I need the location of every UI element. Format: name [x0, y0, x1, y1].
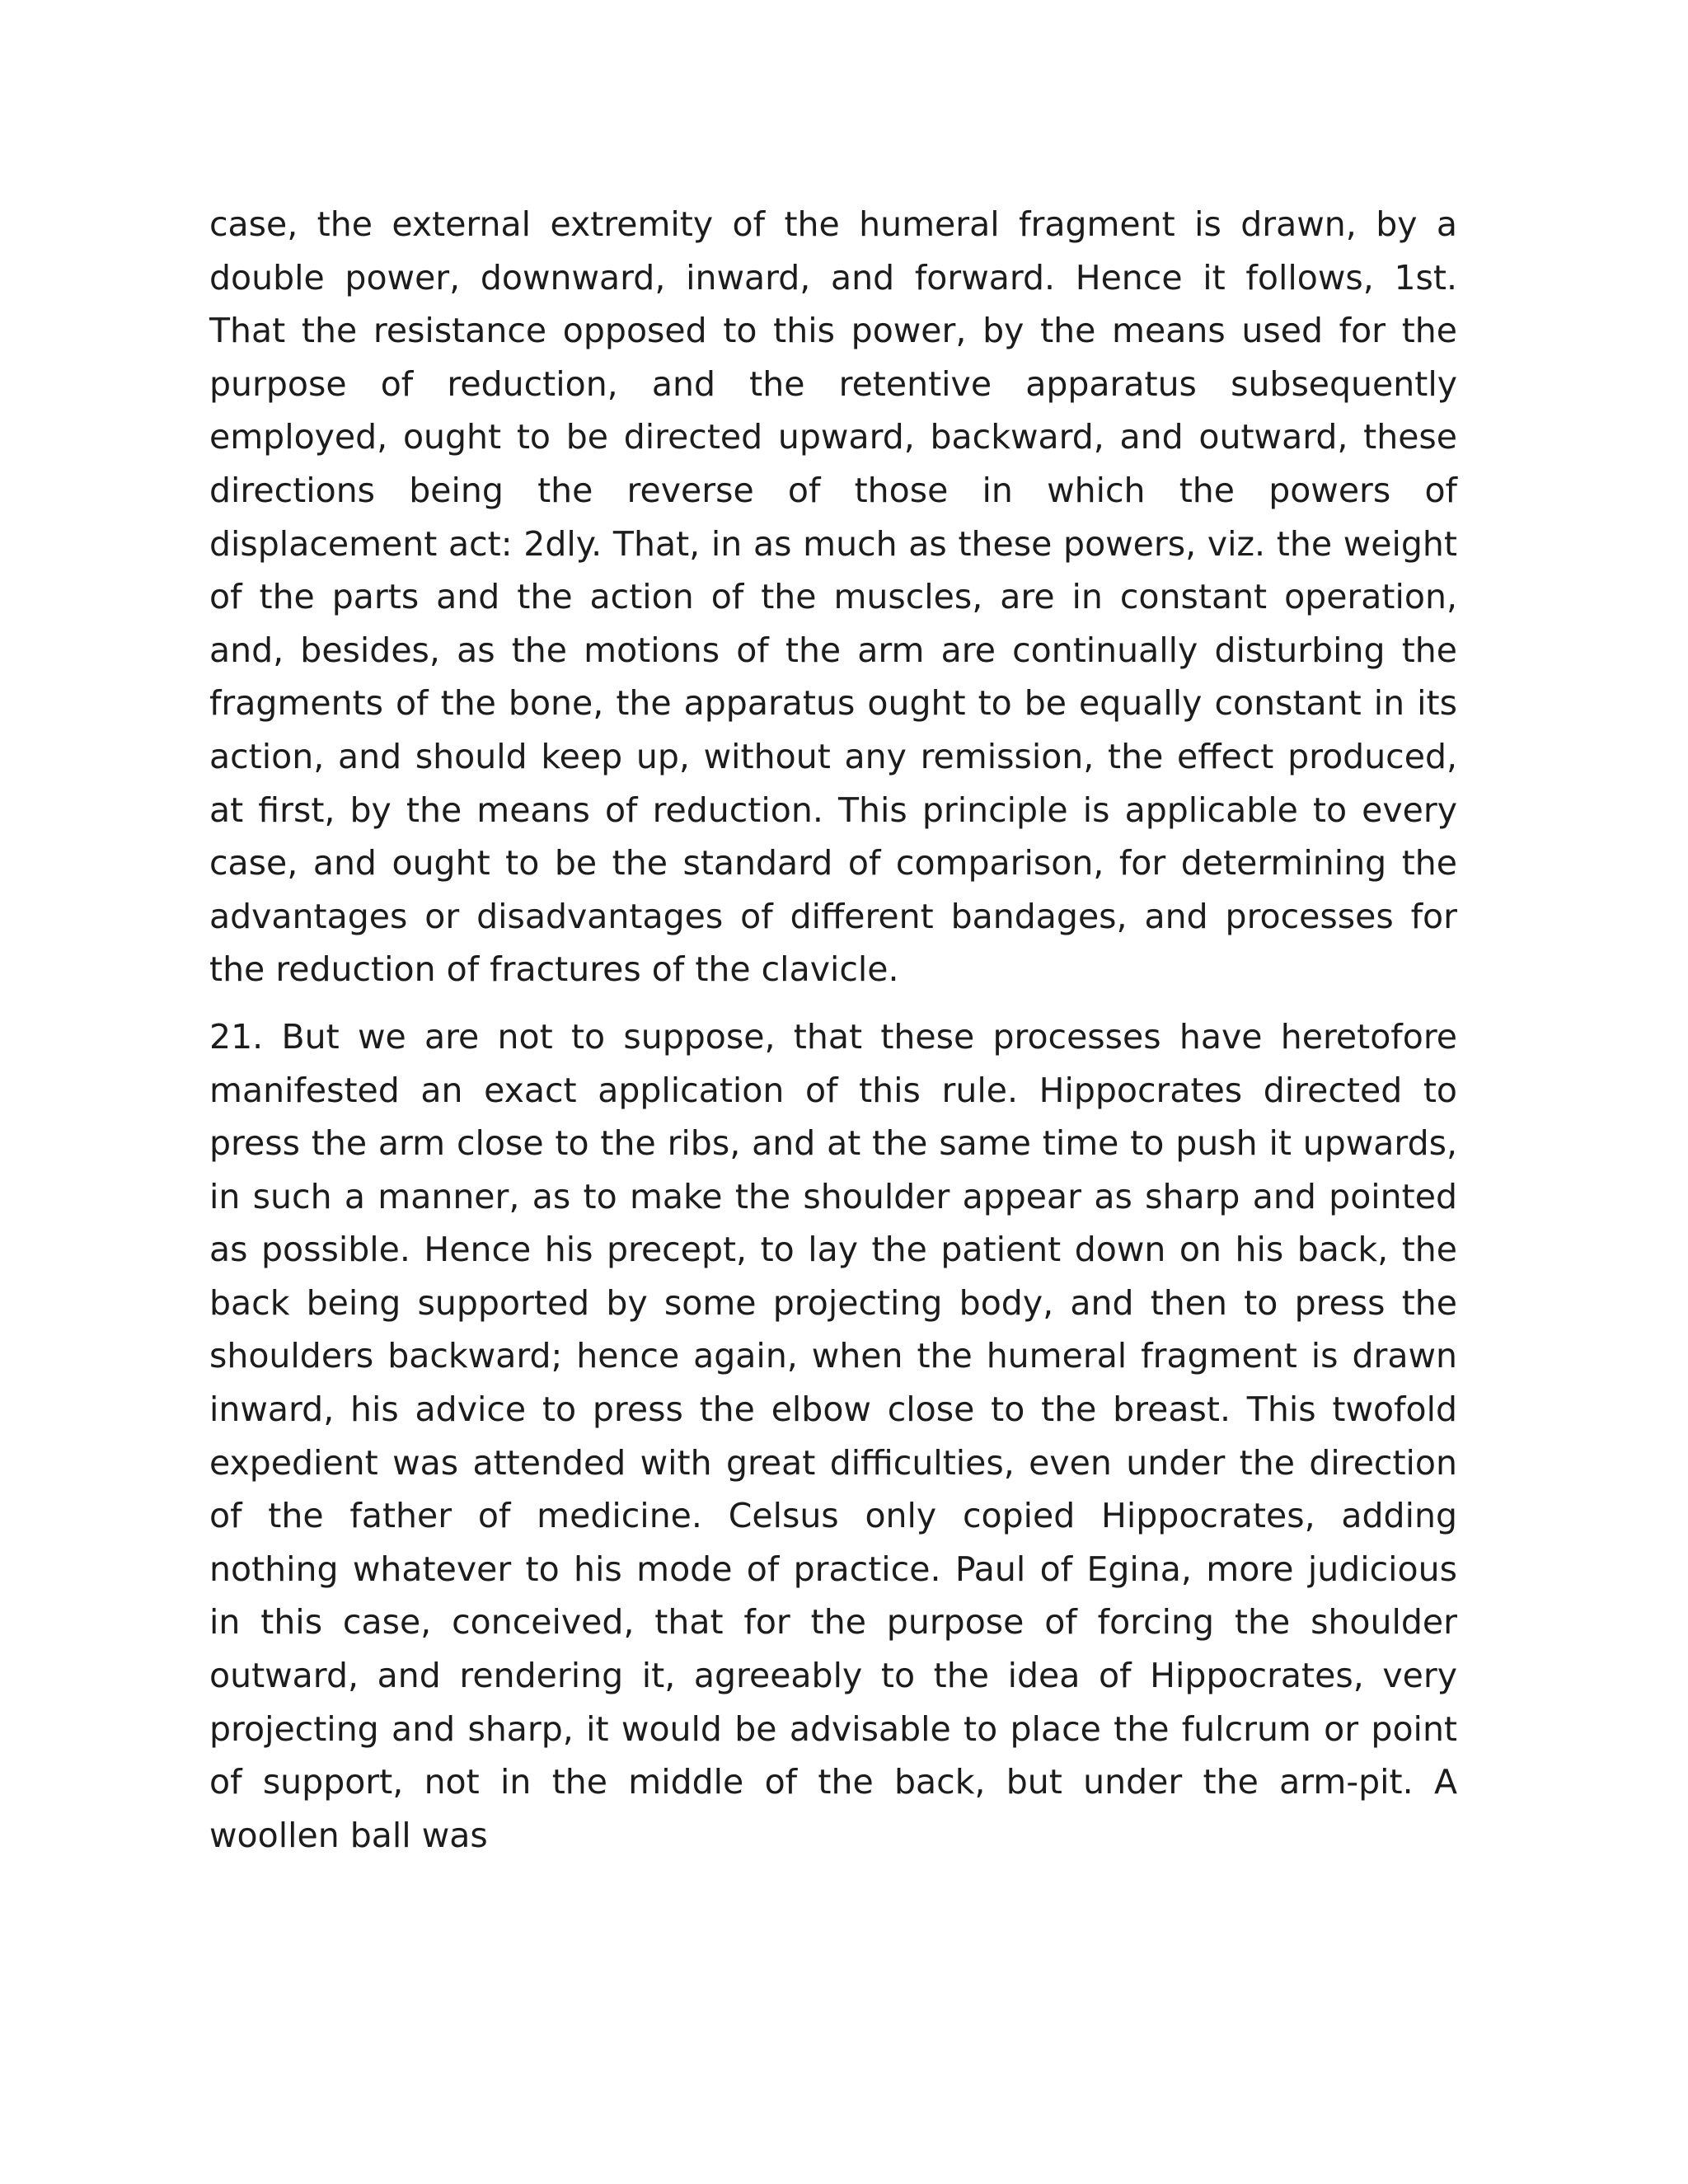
paragraph-21: 21. But we are not to suppose, that these processes have heretofore manifested an exact application of this rule. Hippocrates directed to press the arm close to the ribs, and at the same time to push it upwards, in such a manner, as to make the shoulder appear as sharp and pointed as possible. Hence his precept, to lay the patient down on his back, the back being supported by some projecting body, and then to press the shoulders backward; hence again, when the humeral fragment is drawn inward, his advice to press the elbow close to the breast. This twofold expedient was attended with great difficulties, even under the direction of the father of medicine. Celsus only copied Hippocrates, adding nothing whatever to his mode of practice. Paul of Egina, more judicious in this case, conceived, that for the purpose of forcing the shoulder outward, and rendering it, agreeably to the idea of Hippocrates, very projecting and sharp, it would be advisable to place the fulcrum or point of support, not in the middle of the back, but under the arm-pit. A woollen ball was: [209, 1016, 1457, 1855]
paragraph-continuation: case, the external extremity of the humeral fragment is drawn, by a double power, downward, inward, and forward. Hence it follows, 1st. That the resistance opposed to this power, by the means used for the purpose of reduction, and the retentive apparatus subsequently employed, ought to be directed upward, backward, and outward, these directions being the reverse of those in which the powers of displacement act: 2dly. That, in as much as these powers, viz. the weight of the parts and the action of the muscles, are in constant operation, and, besides, as the motions of the arm are continually disturbing the fragments of the bone, the apparatus ought to be equally constant in its action, and should keep up, without any remission, the effect produced, at first, by the means of reduction. This principle is applicable to every case, and ought to be the standard of comparison, for determining the advantages or disadvantages of different bandages, and processes for the reduction of fractures of the clavicle.: [209, 204, 1457, 990]
body-text: [209, 198, 1457, 1862]
